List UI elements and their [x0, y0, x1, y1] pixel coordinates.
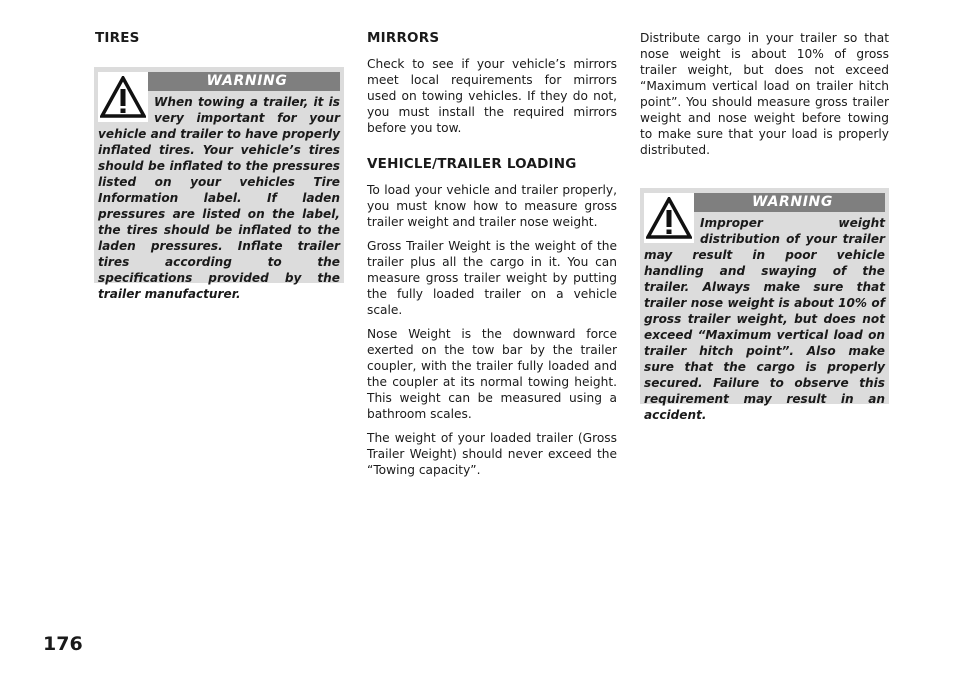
loading-paragraph: To load your vehicle and trailer properly, you must know how to measure gross trailer weight and trailer nose weight. [367, 183, 617, 229]
section-heading-mirrors: MIRRORS [367, 30, 440, 46]
loading-paragraph: Nose Weight is the downward force exerted on the tow bar by the trailer coupler, with the trailer fully loaded and the coupler at its normal towing height. This weight can be measured using a bathroom scales. [367, 327, 617, 421]
warning-text-distribution: Improper weight distribution of your trailer may result in poor vehicle handling and swaying of the trailer. Always make sure that trailer nose weight is about 10% of gross trailer weight, but does not exceed “Maximum vertical load on trailer hitch point”. Also make sure that the cargo is properly secured. Failure to observe this requirement may result in an accident. [644, 216, 885, 422]
warning-triangle-icon [644, 193, 694, 243]
column-distribution [640, 30, 889, 158]
warning-box-tires [94, 67, 344, 301]
column-tires [95, 30, 343, 46]
distribution-paragraph: Distribute cargo in your trailer so that nose weight is about 10% of gross trailer weight, but does not exceed “Maximum vertical load on trailer hitch point”. You should measure gross trailer weight and nose weight before towing to make sure that your load is properly distributed. [640, 31, 889, 157]
mirrors-paragraph: Check to see if your vehicle’s mirrors meet local requirements for mirrors used on towing vehicles. If they do not, you must install the required mirrors before you tow. [367, 57, 617, 135]
warning-label: WARNING [98, 72, 340, 91]
loading-paragraph: Gross Trailer Weight is the weight of the trailer plus all the cargo in it. You can measure gross trailer weight by putting the fully loaded trailer on a vehicle scale. [367, 239, 617, 317]
warning-text-tires: When towing a trailer, it is very important for your vehicle and trailer to have properly inflated tires. Your vehicle’s tires should be inflated to the pressures listed on your vehicles Tire Information label. If laden pressures are listed on the label, the tires should be inflated to the laden pressures. Inflate trailer tires according to the specifications provided by the trailer manufacturer. [98, 95, 340, 301]
section-heading-tires: TIRES [95, 30, 140, 46]
loading-paragraph: The weight of your loaded trailer (Gross Trailer Weight) should never exceed the “Towing capacity”. [367, 431, 617, 477]
warning-triangle-icon [98, 72, 148, 122]
warning-box-distribution [640, 188, 889, 422]
page-number: 176 [43, 633, 83, 655]
warning-label: WARNING [644, 193, 885, 212]
section-heading-loading: VEHICLE/TRAILER LOADING [367, 156, 577, 172]
column-mirrors-loading [367, 30, 617, 478]
